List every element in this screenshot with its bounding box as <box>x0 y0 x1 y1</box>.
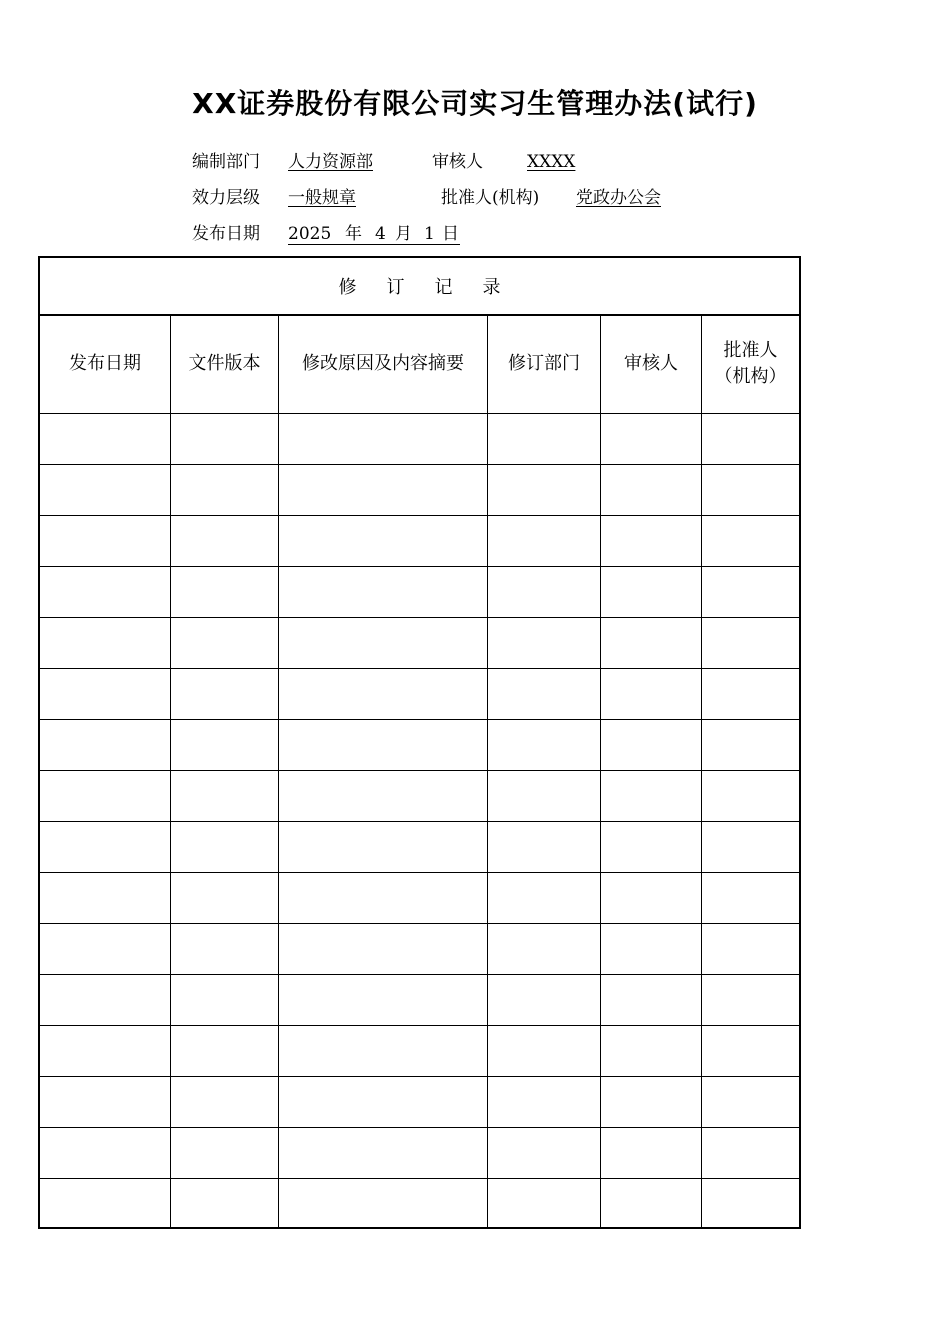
table-cell[interactable] <box>279 1077 487 1127</box>
column-header-reviewer: 审核人 <box>624 353 678 374</box>
table-cell[interactable] <box>601 618 701 668</box>
dept-label: 编制部门 <box>192 152 260 172</box>
table-cell[interactable] <box>702 873 799 923</box>
table-cell[interactable] <box>702 567 799 617</box>
date-year-unit: 年 <box>345 224 362 244</box>
table-cell[interactable] <box>488 873 600 923</box>
table-cell[interactable] <box>702 720 799 770</box>
table-cell[interactable] <box>601 1026 701 1076</box>
table-cell[interactable] <box>279 924 487 974</box>
table-cell[interactable] <box>488 1179 600 1229</box>
table-cell[interactable] <box>171 1026 278 1076</box>
table-cell[interactable] <box>488 618 600 668</box>
table-cell[interactable] <box>601 771 701 821</box>
table-cell[interactable] <box>601 1077 701 1127</box>
table-cell[interactable] <box>702 618 799 668</box>
table-cell[interactable] <box>40 1179 170 1229</box>
table-cell[interactable] <box>171 720 278 770</box>
table-cell[interactable] <box>279 873 487 923</box>
table-cell[interactable] <box>488 516 600 566</box>
table-cell[interactable] <box>601 1128 701 1178</box>
table-cell[interactable] <box>279 465 487 515</box>
table-cell[interactable] <box>40 720 170 770</box>
table-cell[interactable] <box>171 975 278 1025</box>
reviewer-label: 审核人 <box>432 152 483 172</box>
table-cell[interactable] <box>488 1128 600 1178</box>
table-cell[interactable] <box>279 1026 487 1076</box>
table-cell[interactable] <box>40 975 170 1025</box>
table-cell[interactable] <box>40 669 170 719</box>
table-cell[interactable] <box>702 669 799 719</box>
revision-table-title: 修订记录 <box>338 277 531 298</box>
column-header-summary: 修改原因及内容摘要 <box>302 353 464 374</box>
table-cell[interactable] <box>171 822 278 872</box>
table-cell[interactable] <box>279 567 487 617</box>
table-cell[interactable] <box>171 465 278 515</box>
table-cell[interactable] <box>279 975 487 1025</box>
level-label: 效力层级 <box>192 188 260 208</box>
table-cell[interactable] <box>702 822 799 872</box>
reviewer-value: XXXX <box>527 152 576 172</box>
table-cell[interactable] <box>279 822 487 872</box>
table-cell[interactable] <box>279 618 487 668</box>
approver-label: 批准人(机构) <box>441 188 540 208</box>
table-cell[interactable] <box>40 1026 170 1076</box>
table-cell[interactable] <box>488 414 600 464</box>
table-cell[interactable] <box>279 720 487 770</box>
table-cell[interactable] <box>171 1128 278 1178</box>
table-cell[interactable] <box>702 1179 799 1229</box>
table-cell[interactable] <box>601 822 701 872</box>
table-cell[interactable] <box>40 414 170 464</box>
table-cell[interactable] <box>488 1026 600 1076</box>
column-header-approver: 批准人 （机构） <box>714 340 787 387</box>
table-cell[interactable] <box>702 1026 799 1076</box>
table-cell[interactable] <box>40 567 170 617</box>
table-cell[interactable] <box>40 1077 170 1127</box>
table-cell[interactable] <box>702 516 799 566</box>
table-cell[interactable] <box>601 1179 701 1229</box>
table-cell[interactable] <box>488 771 600 821</box>
table-cell[interactable] <box>40 1128 170 1178</box>
table-cell[interactable] <box>40 822 170 872</box>
table-cell[interactable] <box>601 516 701 566</box>
table-cell[interactable] <box>702 465 799 515</box>
table-cell[interactable] <box>40 771 170 821</box>
table-cell[interactable] <box>488 465 600 515</box>
date-label: 发布日期 <box>192 224 260 244</box>
table-cell[interactable] <box>40 465 170 515</box>
table-cell[interactable] <box>702 924 799 974</box>
table-cell[interactable] <box>488 669 600 719</box>
date-month-unit: 月 <box>395 224 412 244</box>
table-cell[interactable] <box>40 516 170 566</box>
table-cell[interactable] <box>601 414 701 464</box>
dept-value: 人力资源部 <box>288 152 373 172</box>
table-cell[interactable] <box>171 414 278 464</box>
table-cell[interactable] <box>171 669 278 719</box>
table-cell[interactable] <box>40 873 170 923</box>
table-cell[interactable] <box>601 465 701 515</box>
column-header-publish-date: 发布日期 <box>69 353 141 374</box>
table-cell[interactable] <box>40 924 170 974</box>
table-cell[interactable] <box>601 873 701 923</box>
table-cell[interactable] <box>279 1179 487 1229</box>
table-cell[interactable] <box>171 873 278 923</box>
table-cell[interactable] <box>279 414 487 464</box>
table-cell[interactable] <box>601 720 701 770</box>
table-cell[interactable] <box>702 1077 799 1127</box>
table-cell[interactable] <box>171 618 278 668</box>
column-header-department: 修订部门 <box>508 353 580 374</box>
revision-table <box>38 256 801 1229</box>
column-header-version: 文件版本 <box>188 353 261 374</box>
table-cell[interactable] <box>171 1077 278 1127</box>
table-cell[interactable] <box>40 618 170 668</box>
table-cell[interactable] <box>488 822 600 872</box>
date-underline <box>288 244 460 245</box>
table-cell[interactable] <box>279 1128 487 1178</box>
table-cell[interactable] <box>601 975 701 1025</box>
date-day-unit: 日 <box>442 224 459 244</box>
table-cell[interactable] <box>279 516 487 566</box>
document-title: XX证券股份有限公司实习生管理办法(试行) <box>192 87 758 120</box>
date-month: 4 <box>375 224 386 244</box>
table-cell[interactable] <box>488 975 600 1025</box>
table-cell[interactable] <box>488 720 600 770</box>
table-cell[interactable] <box>702 975 799 1025</box>
table-cell[interactable] <box>601 924 701 974</box>
table-cell[interactable] <box>601 669 701 719</box>
table-cell[interactable] <box>488 1077 600 1127</box>
table-cell[interactable] <box>171 771 278 821</box>
approver-value: 党政办公会 <box>576 188 661 208</box>
date-year: 2025 <box>288 224 332 244</box>
table-cell[interactable] <box>171 924 278 974</box>
table-cell[interactable] <box>279 771 487 821</box>
table-cell[interactable] <box>702 1128 799 1178</box>
date-day: 1 <box>424 224 435 244</box>
table-cell[interactable] <box>488 567 600 617</box>
table-cell[interactable] <box>171 1179 278 1229</box>
table-cell[interactable] <box>171 516 278 566</box>
table-cell[interactable] <box>279 669 487 719</box>
table-cell[interactable] <box>601 567 701 617</box>
table-cell[interactable] <box>702 414 799 464</box>
table-cell[interactable] <box>171 567 278 617</box>
table-cell[interactable] <box>488 924 600 974</box>
table-cell[interactable] <box>702 771 799 821</box>
level-value: 一般规章 <box>288 188 356 208</box>
